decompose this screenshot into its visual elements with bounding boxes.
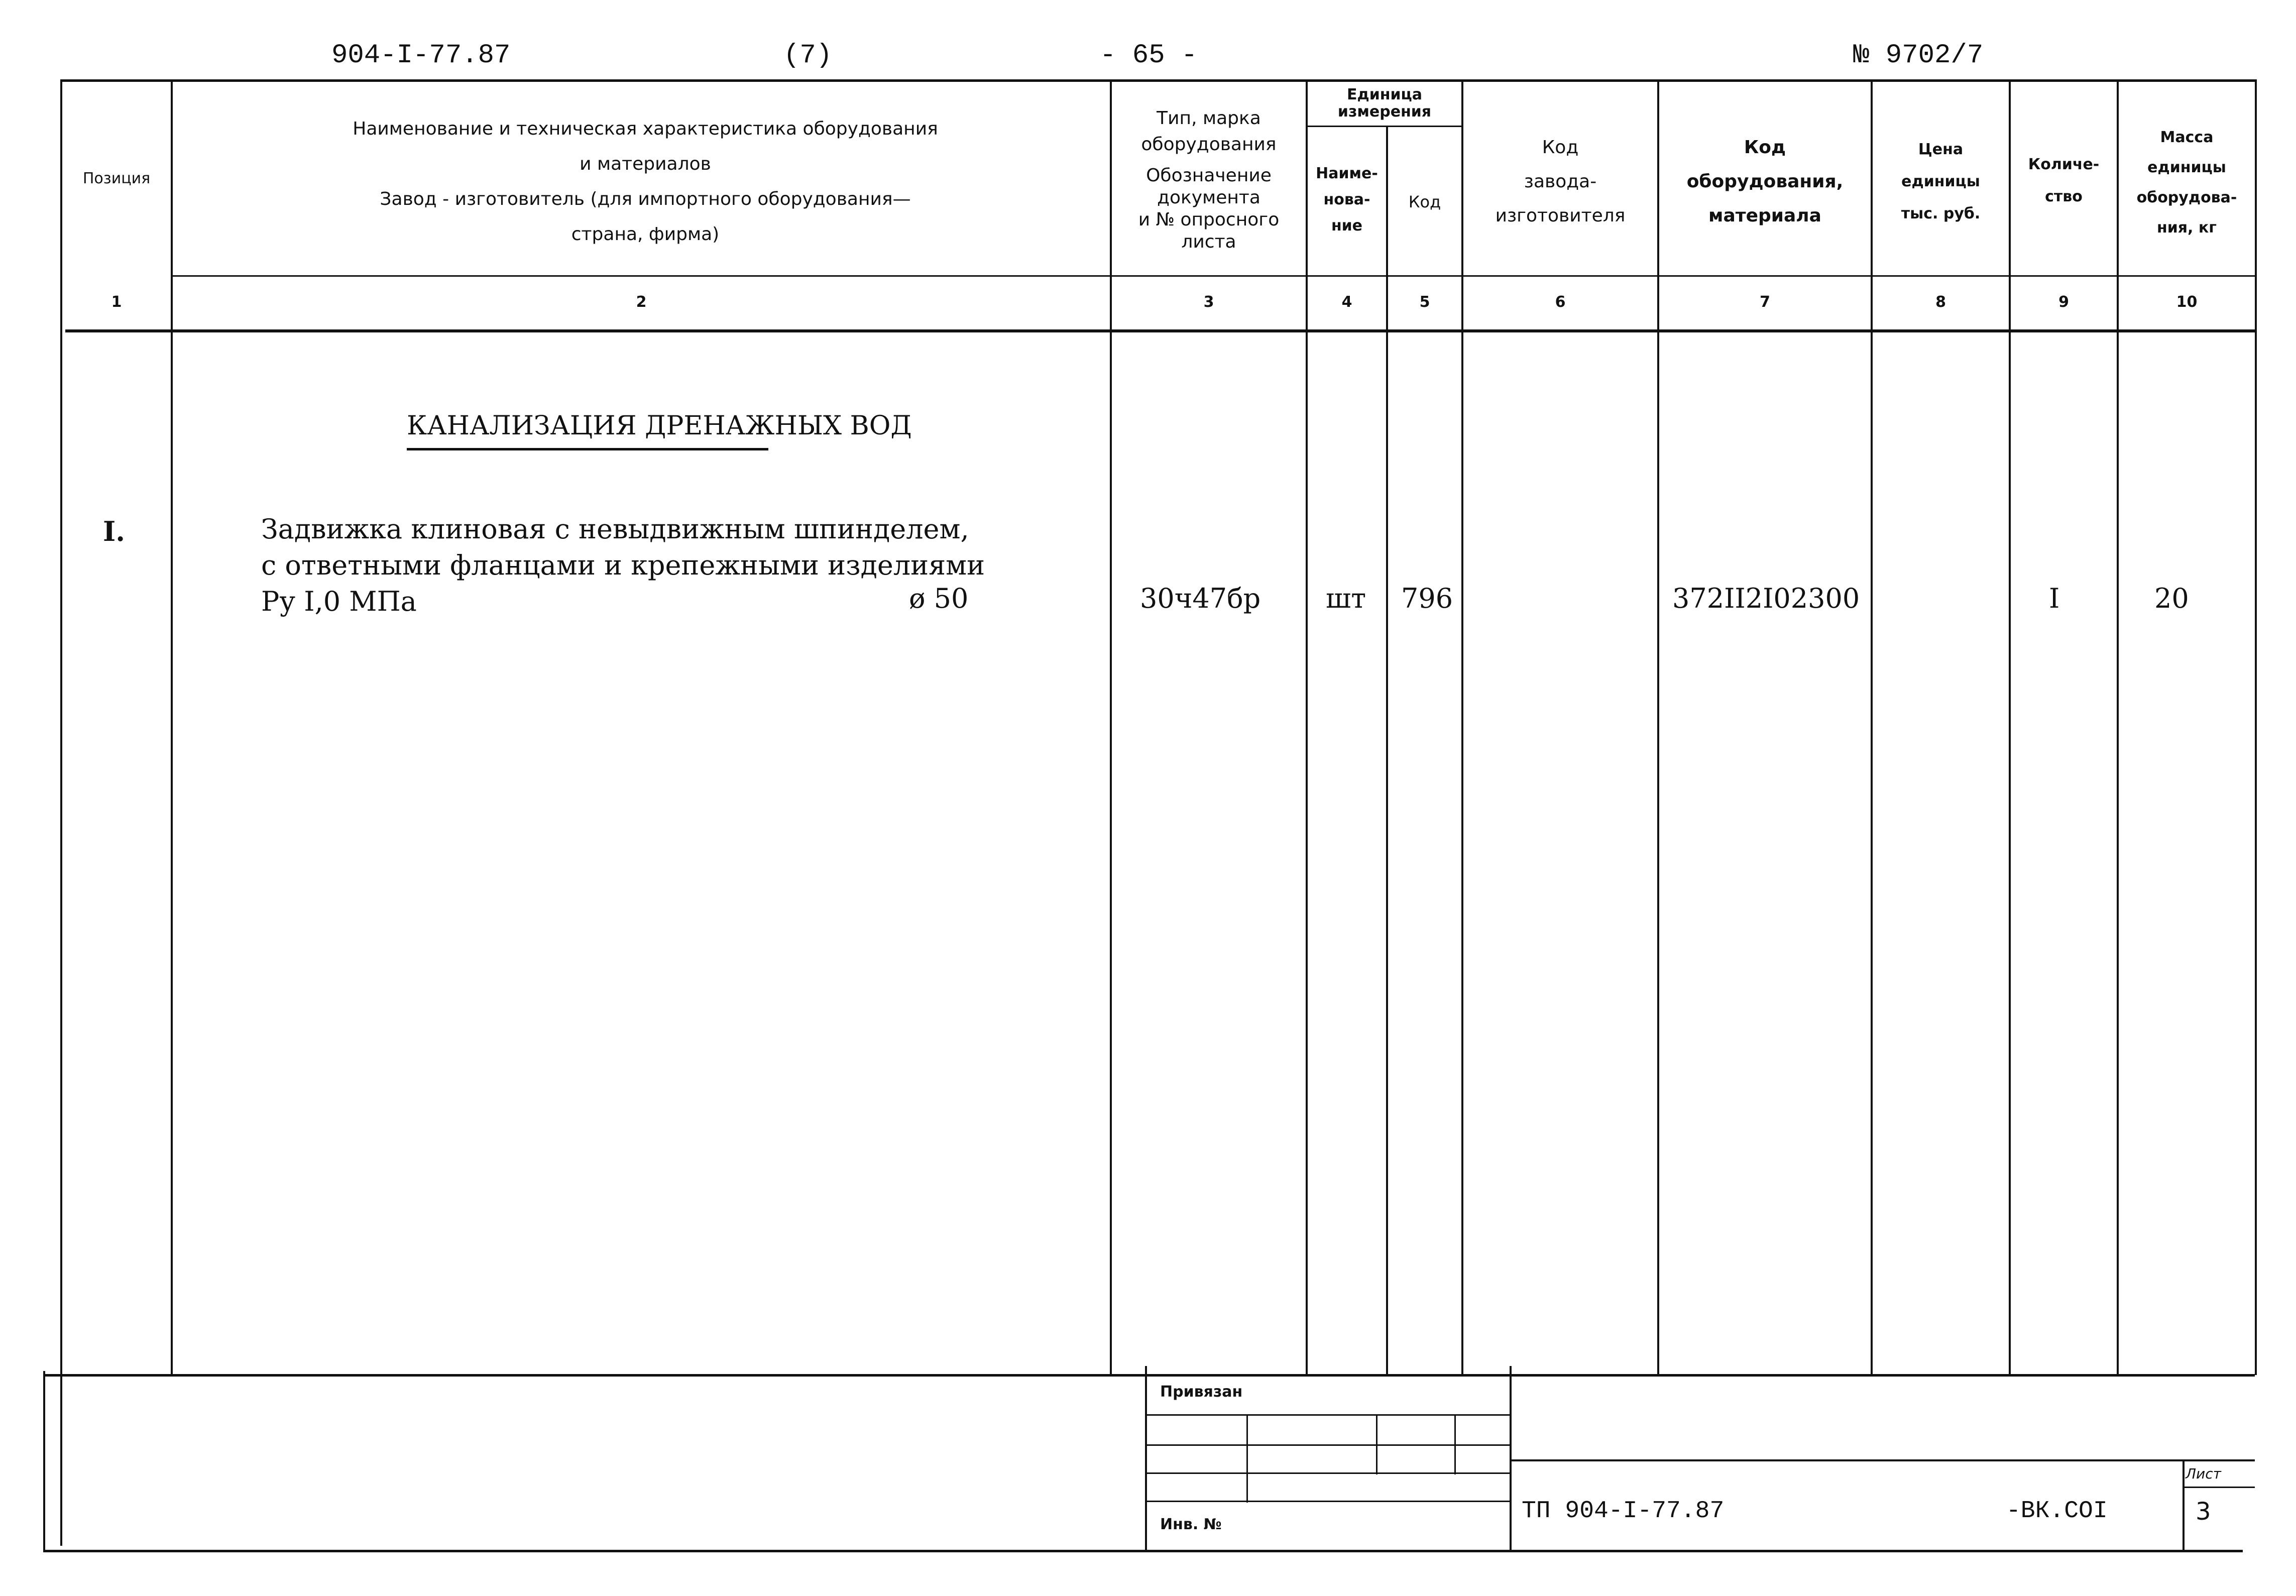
header-unit-line-2: измерения [1337, 103, 1432, 121]
frame-right [2255, 79, 2257, 1375]
col-div-1 [171, 80, 173, 1376]
row-desc-line-3: Ру I,0 МПа [261, 586, 417, 617]
header-equipment-code [1659, 131, 1871, 233]
frame-bottom [43, 1550, 2243, 1552]
stamp-designation: ТП 904-I-77.87 [1522, 1498, 1725, 1525]
colnum-9: 9 [2058, 293, 2069, 311]
stamp-inv-label: Инв. № [1160, 1516, 1222, 1533]
header-unit-group [1308, 86, 1461, 121]
header-unit-name [1308, 161, 1386, 239]
frame-top [60, 79, 2256, 82]
header-name-line-1: Наименование и техническая характеристика оборудования [353, 119, 938, 139]
colnum-8: 8 [1935, 293, 1946, 311]
header-factory-code [1463, 131, 1657, 233]
header-equip-1: Код [1744, 137, 1786, 158]
row-unit-name: шт [1326, 583, 1366, 614]
doc-code-top: 904-I-77.87 [331, 40, 511, 71]
header-factory-2: завода- [1524, 171, 1597, 192]
header-unit-name-3: ние [1331, 217, 1363, 235]
header-unit-name-1: Наиме- [1316, 165, 1378, 182]
colnum-line [65, 329, 2255, 332]
stamp-vline-1 [1246, 1414, 1248, 1503]
header-factory-1: Код [1542, 137, 1579, 158]
row-diameter: ø 50 [909, 583, 969, 614]
stamp-suffix: -ВК.СОI [2006, 1498, 2108, 1525]
col-div-7 [1871, 80, 1873, 1376]
header-mass-4: ния, кг [2157, 219, 2217, 237]
header-price-3: тыс. руб. [1901, 205, 1981, 222]
header-mass-2: единицы [2147, 159, 2226, 176]
header-price [1873, 134, 2009, 230]
stamp-vline-3 [1454, 1414, 1456, 1474]
header-doc-line-4: листа [1181, 232, 1236, 252]
header-unit-line-1: Единица [1347, 86, 1422, 103]
section-title: КАНАЛИЗАЦИЯ ДРЕНАЖНЫХ ВОД [407, 411, 912, 441]
header-doc-line-3: и № опросного [1138, 209, 1280, 230]
unit-group-line [1306, 126, 1461, 127]
header-doc-line-2: документа [1157, 187, 1260, 208]
stamp-sheet-line [2183, 1487, 2255, 1488]
colnum-1: 1 [111, 293, 122, 311]
part-number: (7) [783, 40, 833, 71]
header-mass [2119, 123, 2255, 243]
stamp-div-left [1145, 1366, 1147, 1550]
header-name-line-3: Завод - изготовитель (для импортного оборудования— [380, 189, 911, 209]
stamp-sheet-label: Лист [2186, 1465, 2221, 1482]
header-unit-code: Код [1408, 192, 1441, 211]
header-doc-line-1: Обозначение [1146, 165, 1272, 186]
row-mass: 20 [2154, 583, 2189, 614]
colnum-7: 7 [1760, 293, 1770, 311]
header-price-2: единицы [1901, 173, 1980, 190]
header-type-line-1: Тип, марка [1157, 108, 1261, 129]
header-qty-2: ство [2045, 188, 2083, 205]
header-mass-3: оборудова- [2136, 189, 2237, 206]
header-name-block [281, 111, 1009, 252]
colnum-4: 4 [1341, 293, 1352, 311]
colnum-10: 10 [2176, 293, 2198, 311]
stamp-div-mid [1510, 1366, 1512, 1550]
row-position: I. [103, 515, 126, 547]
section-title-underline [407, 448, 768, 450]
header-equip-3: материала [1708, 205, 1821, 226]
col-div-9 [2117, 80, 2119, 1376]
row-type: 30ч47бр [1140, 583, 1261, 614]
header-price-1: Цена [1918, 141, 1964, 158]
col-div-2 [1110, 80, 1112, 1376]
row-desc-line-1: Задвижка клиновая с невыдвижным шпинделем, [261, 513, 969, 545]
header-unit-name-2: нова- [1323, 191, 1370, 208]
col-div-4 [1386, 126, 1388, 1376]
colnum-6: 6 [1555, 293, 1566, 311]
col-div-8 [2009, 80, 2011, 1376]
stamp-top-line [45, 1374, 2255, 1377]
header-name-line-4: страна, фирма) [571, 224, 720, 245]
col-div-5 [1461, 80, 1463, 1376]
doc-number: № 9702/7 [1853, 40, 1984, 71]
header-type [1112, 105, 1306, 253]
header-factory-3: изготовителя [1495, 205, 1626, 226]
stamp-sheet-number: 3 [2196, 1498, 2211, 1526]
header-position: Позиция [82, 170, 151, 187]
header-qty-1: Количе- [2028, 156, 2100, 173]
col-div-6 [1657, 80, 1659, 1376]
colnum-3: 3 [1203, 293, 1214, 311]
stamp-sheet-div [2183, 1459, 2185, 1550]
page-number: - 65 - [1100, 40, 1198, 71]
header-quantity [2011, 149, 2117, 213]
stamp-line-4 [1147, 1501, 1510, 1502]
col-div-3 [1306, 80, 1308, 1376]
frame-left-lower [43, 1371, 45, 1552]
colnum-2: 2 [636, 293, 647, 311]
row-quantity: I [2049, 583, 2060, 614]
stamp-vline-2 [1376, 1414, 1377, 1474]
stamp-linked-label: Привязан [1160, 1383, 1243, 1401]
header-type-line-2: оборудования [1141, 134, 1277, 155]
row-material-code: 372II2I02300 [1672, 583, 1860, 614]
header-underline [171, 275, 2255, 277]
colnum-5: 5 [1419, 293, 1430, 311]
stamp-title-top [1510, 1459, 2255, 1461]
row-unit-code: 796 [1401, 583, 1453, 614]
header-mass-1: Масса [2160, 129, 2214, 146]
row-desc-line-2: с ответными фланцами и крепежными изделиями [261, 549, 985, 581]
row-description [261, 511, 985, 620]
header-name-line-2: и материалов [580, 154, 711, 174]
header-equip-2: оборудования, [1686, 171, 1844, 192]
